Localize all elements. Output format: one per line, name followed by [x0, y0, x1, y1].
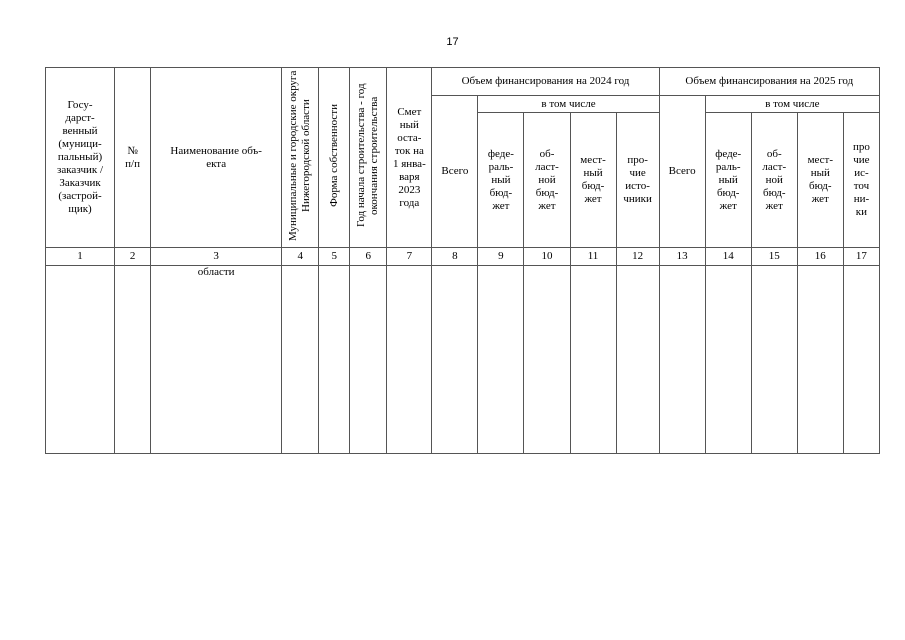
column-number: 14	[705, 248, 751, 266]
header-years	[350, 68, 387, 248]
column-number: 12	[616, 248, 659, 266]
header-other-2024: про- чие исто- чники	[616, 113, 659, 248]
header-ownership-label: Форма собственности	[327, 104, 340, 207]
header-total-2024: Всего	[432, 96, 478, 248]
header-number: № п/п	[115, 68, 151, 248]
header-balance: Смет ный оста- ток на 1 янва- варя 2023 года	[387, 68, 432, 248]
cell-other-2024	[616, 266, 659, 454]
column-number: 17	[843, 248, 879, 266]
column-number: 2	[115, 248, 151, 266]
header-fin-2024: Объем финансирования на 2024 год	[432, 68, 659, 96]
column-number: 7	[387, 248, 432, 266]
column-number: 11	[570, 248, 616, 266]
column-number: 4	[282, 248, 319, 266]
header-regional-2025: об- ласт- ной бюд- жет	[751, 113, 797, 248]
cell-number	[115, 266, 151, 454]
header-districts	[282, 68, 319, 248]
column-number: 15	[751, 248, 797, 266]
column-number: 1	[46, 248, 115, 266]
header-including-2024: в том числе	[478, 96, 659, 113]
column-number: 13	[659, 248, 705, 266]
header-fin-2025: Объем финансирования на 2025 год	[659, 68, 879, 96]
header-local-2024: мест- ный бюд- жет	[570, 113, 616, 248]
cell-districts	[282, 266, 319, 454]
header-object-name: Наименование объ- екта	[151, 68, 282, 248]
header-row-1	[46, 68, 880, 96]
header-other-2025: про чие ис- точ ни- ки	[843, 113, 879, 248]
column-number: 10	[524, 248, 570, 266]
cell-regional-2024	[524, 266, 570, 454]
financing-table	[45, 67, 880, 454]
cell-ownership	[319, 266, 350, 454]
column-number: 3	[151, 248, 282, 266]
header-years-label: Год начала строительства - год окончания строительства	[355, 83, 381, 228]
cell-regional-2025	[751, 266, 797, 454]
cell-federal-2025	[705, 266, 751, 454]
column-number: 16	[797, 248, 843, 266]
cell-other-2025	[843, 266, 879, 454]
header-local-2025: мест- ный бюд- жет	[797, 113, 843, 248]
cell-balance	[387, 266, 432, 454]
column-number: 8	[432, 248, 478, 266]
header-federal-2025: феде- раль- ный бюд- жет	[705, 113, 751, 248]
column-number: 5	[319, 248, 350, 266]
cell-local-2024	[570, 266, 616, 454]
cell-federal-2024	[478, 266, 524, 454]
header-regional-2024: об- ласт- ной бюд- жет	[524, 113, 570, 248]
column-number: 9	[478, 248, 524, 266]
cell-customer	[46, 266, 115, 454]
cell-years	[350, 266, 387, 454]
cell-total-2024	[432, 266, 478, 454]
cell-local-2025	[797, 266, 843, 454]
column-number: 6	[350, 248, 387, 266]
header-customer: Госу- дарст- венный (муници- пальный) заказчик / Заказчик (застрой- щик)	[46, 68, 115, 248]
page-number: 17	[446, 36, 459, 48]
header-total-2025: Всего	[659, 96, 705, 248]
header-ownership	[319, 68, 350, 248]
header-districts-label: Муниципальные и городские округа Нижегородской области	[287, 70, 313, 241]
table-row	[46, 266, 880, 454]
cell-total-2025	[659, 266, 705, 454]
header-federal-2024: феде- раль- ный бюд- жет	[478, 113, 524, 248]
column-number-row	[46, 248, 880, 266]
header-including-2025: в том числе	[705, 96, 879, 113]
cell-object-name: области	[151, 266, 282, 454]
